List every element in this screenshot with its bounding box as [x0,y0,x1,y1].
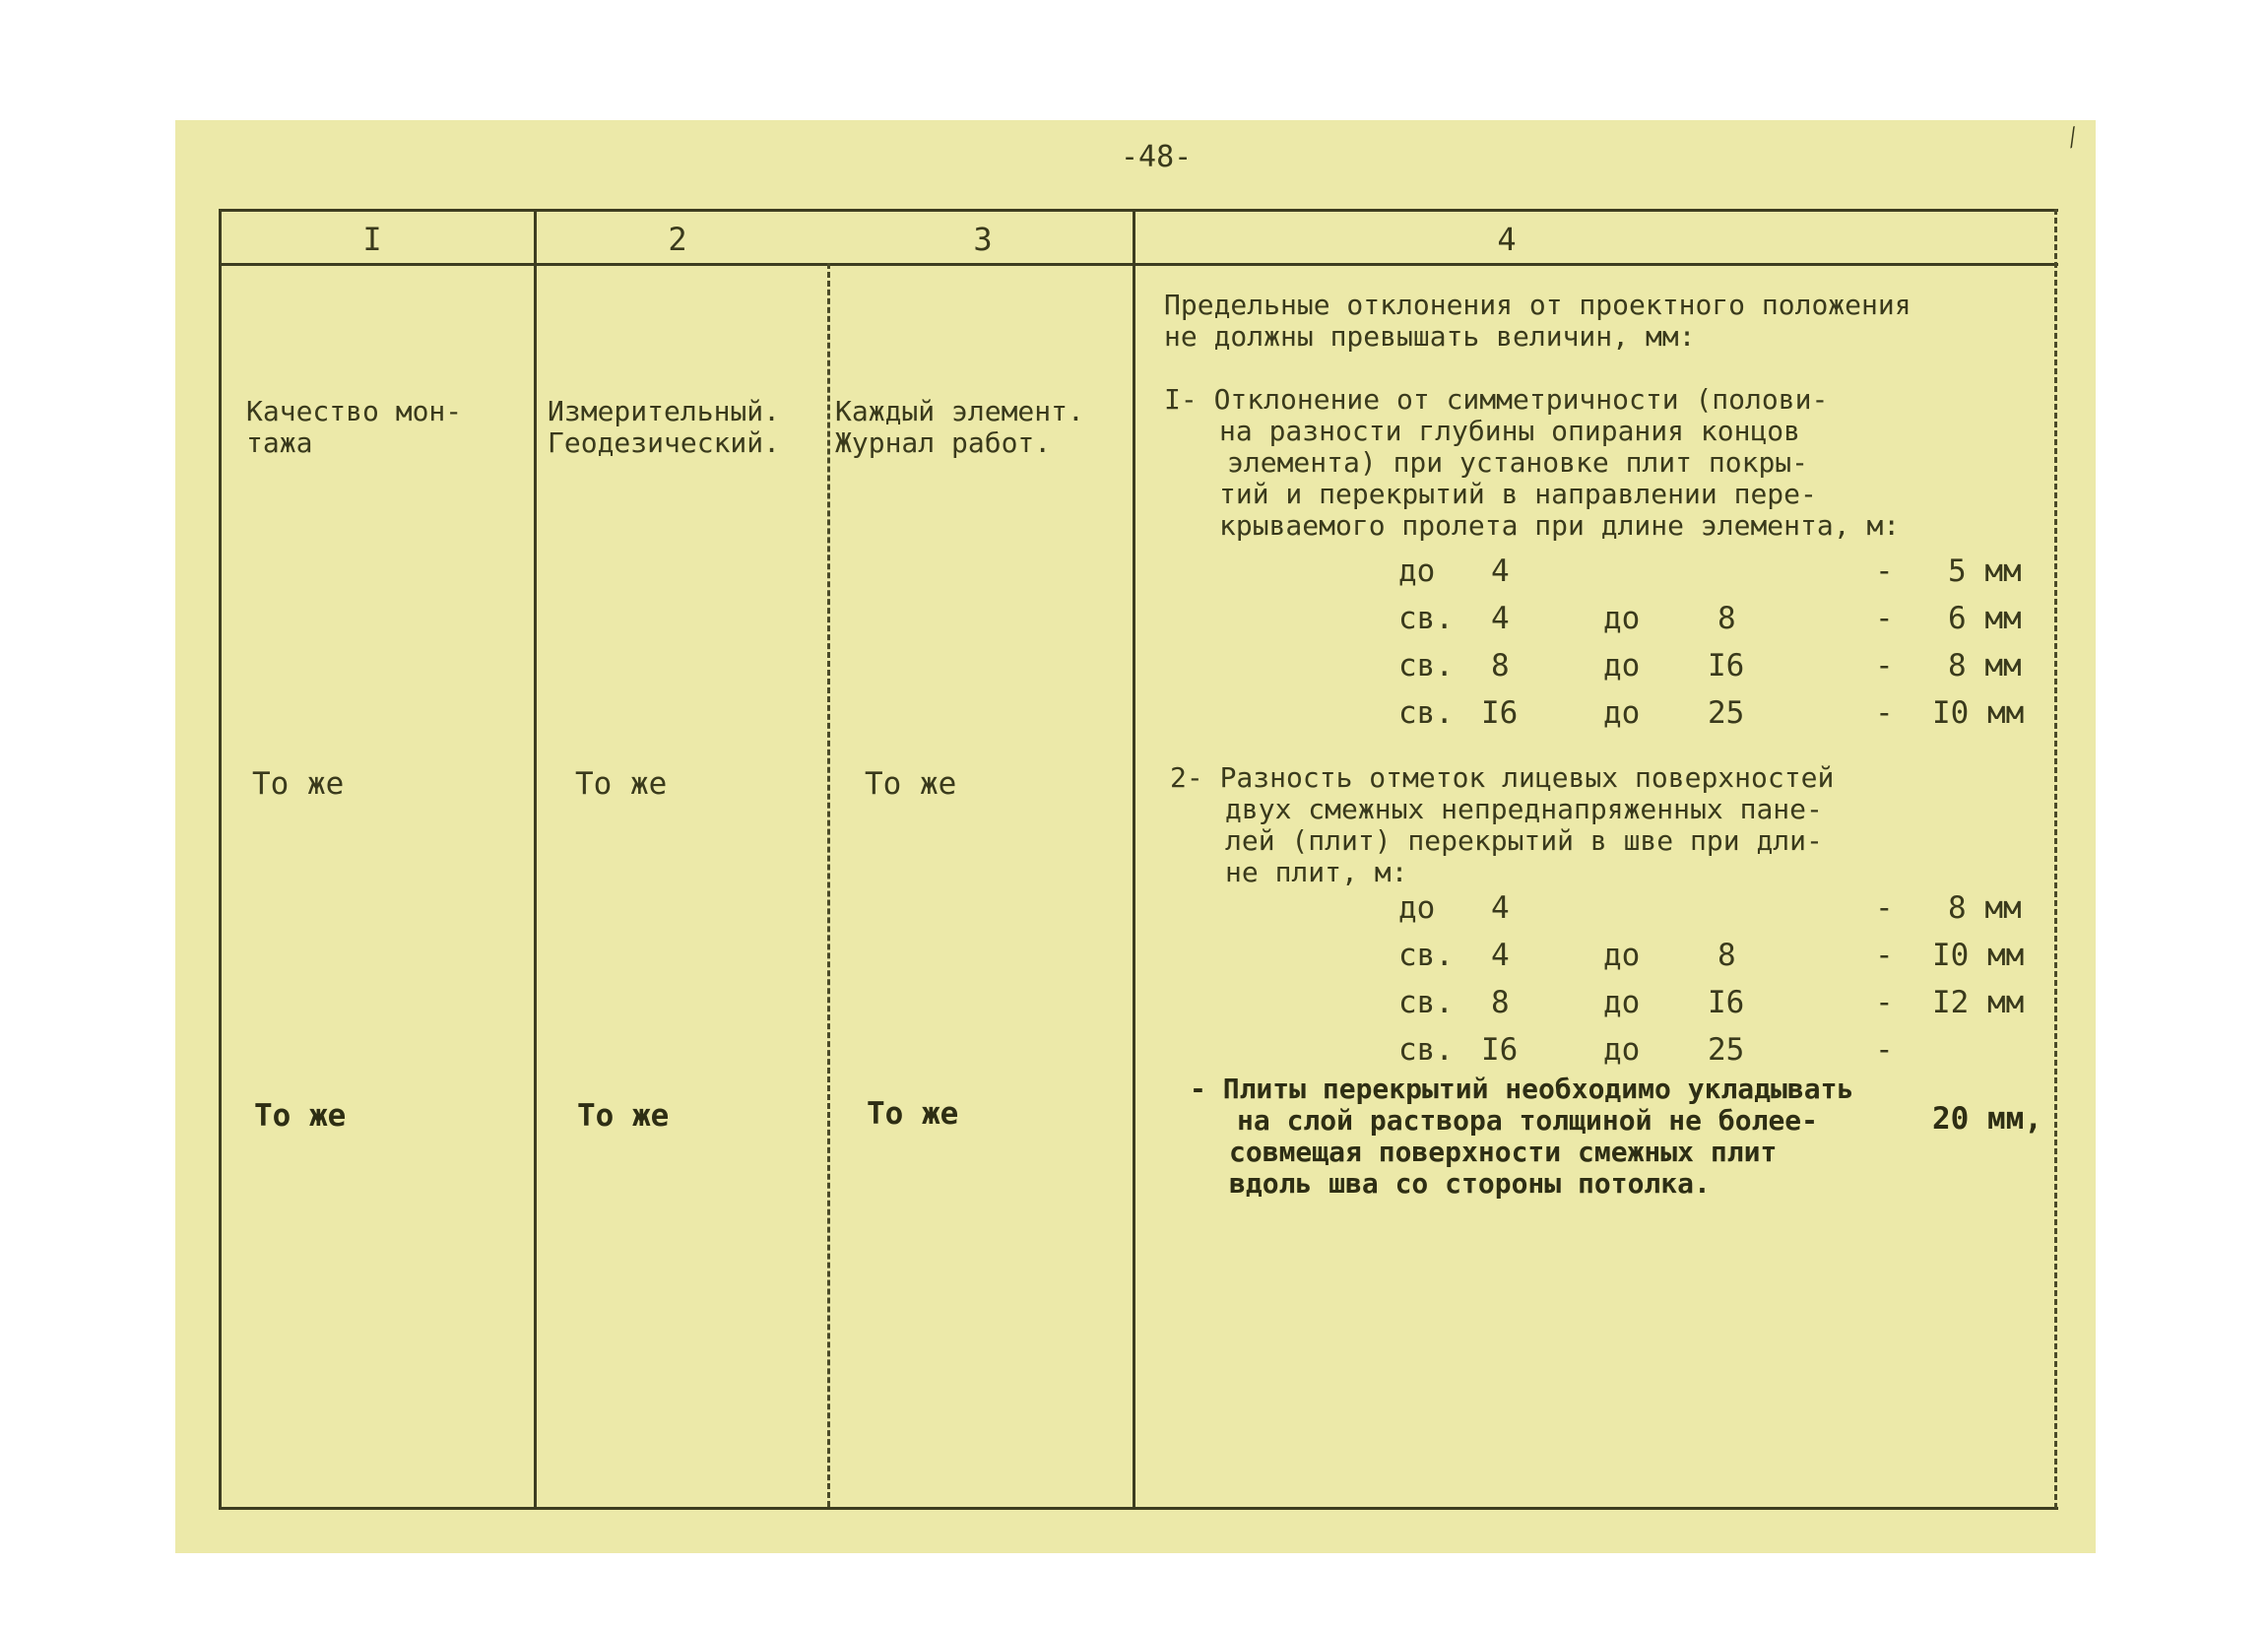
row3-item-line-2: на слой раствора толщиной не более- [1237,1104,1819,1137]
row1-item-line-2: на разности глубины опирания концов [1219,415,1801,447]
row2-item-line-3: лей (плит) перекрытий в шве при дли- [1225,824,1823,857]
row1-range-4-b: 25 [1708,695,1745,731]
row2-col2: То же [575,766,668,802]
row1-col3-line-1: Каждый элемент. [835,395,1084,427]
row2-range-1-pre: до [1398,890,1436,926]
row3-item-line-4: вдоль шва со стороны потолка. [1229,1167,1711,1200]
column-divider-3-4 [1133,209,1135,1509]
row1-range-4-val: I0 мм [1932,695,2025,731]
row1-range-3-pre: св. [1398,648,1454,684]
row2-range-1-dash: - [1875,890,1894,926]
row3-value: 20 мм, [1932,1101,2042,1137]
row1-range-4-a: I6 [1481,695,1519,731]
row1-range-3-b: I6 [1708,648,1745,684]
row2-range-3-val: I2 мм [1932,985,2025,1020]
row2-range-2-mid: до [1603,938,1641,973]
column-header-3: 3 [973,221,993,258]
table-left-border [219,209,222,1509]
row1-col3-line-2: Журнал работ. [835,426,1052,459]
row3-col1: То же [254,1098,347,1134]
row2-range-3-dash: - [1875,985,1894,1020]
row3-col2: То же [577,1098,670,1134]
column-header-2: 2 [668,221,687,258]
row1-col1-line-2: тажа [246,426,313,459]
row1-range-2-b: 8 [1717,601,1736,636]
row2-range-4-b: 25 [1708,1032,1745,1068]
row1-range-4-dash: - [1875,695,1894,731]
row1-range-2-mid: до [1603,601,1641,636]
corner-mark: ⁄ [2058,118,2088,158]
row2-item-line-1: 2- Разность отметок лицевых поверхностей [1170,761,1835,794]
row1-item-line-1: I- Отклонение от симметричности (полови- [1164,383,1829,416]
header-divider [219,263,2058,266]
row2-range-4-dash: - [1875,1032,1894,1068]
row2-range-4-pre: св. [1398,1032,1454,1068]
row3-item-line-3: совмещая поверхности смежных плит [1229,1136,1778,1168]
row1-col1-line-1: Качество мон- [246,395,463,427]
row2-item-line-4: не плит, м: [1225,856,1408,888]
table-bottom-border [219,1507,2058,1510]
row2-range-2-val: I0 мм [1932,938,2025,973]
row1-range-1-dash: - [1875,554,1894,589]
row2-range-4-mid: до [1603,1032,1641,1068]
column-divider-2-3 [827,263,830,1507]
row1-range-3-val: 8 мм [1948,648,2022,684]
row1-range-2-dash: - [1875,601,1894,636]
row2-range-2-dash: - [1875,938,1894,973]
row3-item-line-1: - Плиты перекрытий необходимо укладывать [1190,1073,1854,1105]
row1-range-3-mid: до [1603,648,1641,684]
row2-range-3-a: 8 [1491,985,1510,1020]
column-divider-1-2 [534,209,537,1509]
row2-item-line-2: двух смежных непреднапряженных пане- [1225,793,1823,825]
column-header-4: 4 [1497,221,1517,258]
row1-range-2-val: 6 мм [1948,601,2022,636]
table-right-border [2054,209,2057,1509]
intro-line-1: Предельные отклонения от проектного положения [1164,289,1912,321]
row2-range-2-b: 8 [1717,938,1736,973]
row1-range-1-val: 5 мм [1948,554,2022,589]
row1-range-4-mid: до [1603,695,1641,731]
row2-range-3-pre: св. [1398,985,1454,1020]
row1-range-1-a: 4 [1491,554,1510,589]
document-page [175,120,2096,1553]
row2-col3: То же [865,766,957,802]
intro-line-2: не должны превышать величин, мм: [1164,320,1696,353]
row1-col2-line-1: Измерительный. [548,395,781,427]
row1-item-line-5: крываемого пролета при длине элемента, м: [1219,509,1901,542]
row2-range-2-a: 4 [1491,938,1510,973]
row2-range-1-a: 4 [1491,890,1510,926]
row1-range-4-pre: св. [1398,695,1454,731]
row3-col3: То же [867,1096,959,1132]
row2-range-4-a: I6 [1481,1032,1519,1068]
column-header-1: I [362,221,382,258]
row2-range-3-b: I6 [1708,985,1745,1020]
row1-col2-line-2: Геодезический. [548,426,781,459]
row2-range-1-val: 8 мм [1948,890,2022,926]
row2-range-3-mid: до [1603,985,1641,1020]
row1-range-2-pre: св. [1398,601,1454,636]
table-top-border [219,209,2058,212]
row1-range-1-pre: до [1398,554,1436,589]
row1-range-3-dash: - [1875,648,1894,684]
row1-range-2-a: 4 [1491,601,1510,636]
row1-range-3-a: 8 [1491,648,1510,684]
row2-range-2-pre: св. [1398,938,1454,973]
row2-col1: То же [252,766,345,802]
row1-item-line-3: элемента) при установке плит покры- [1227,446,1809,479]
page-number: -48- [1121,140,1193,174]
row1-item-line-4: тий и перекрытий в направлении пере- [1219,478,1817,510]
